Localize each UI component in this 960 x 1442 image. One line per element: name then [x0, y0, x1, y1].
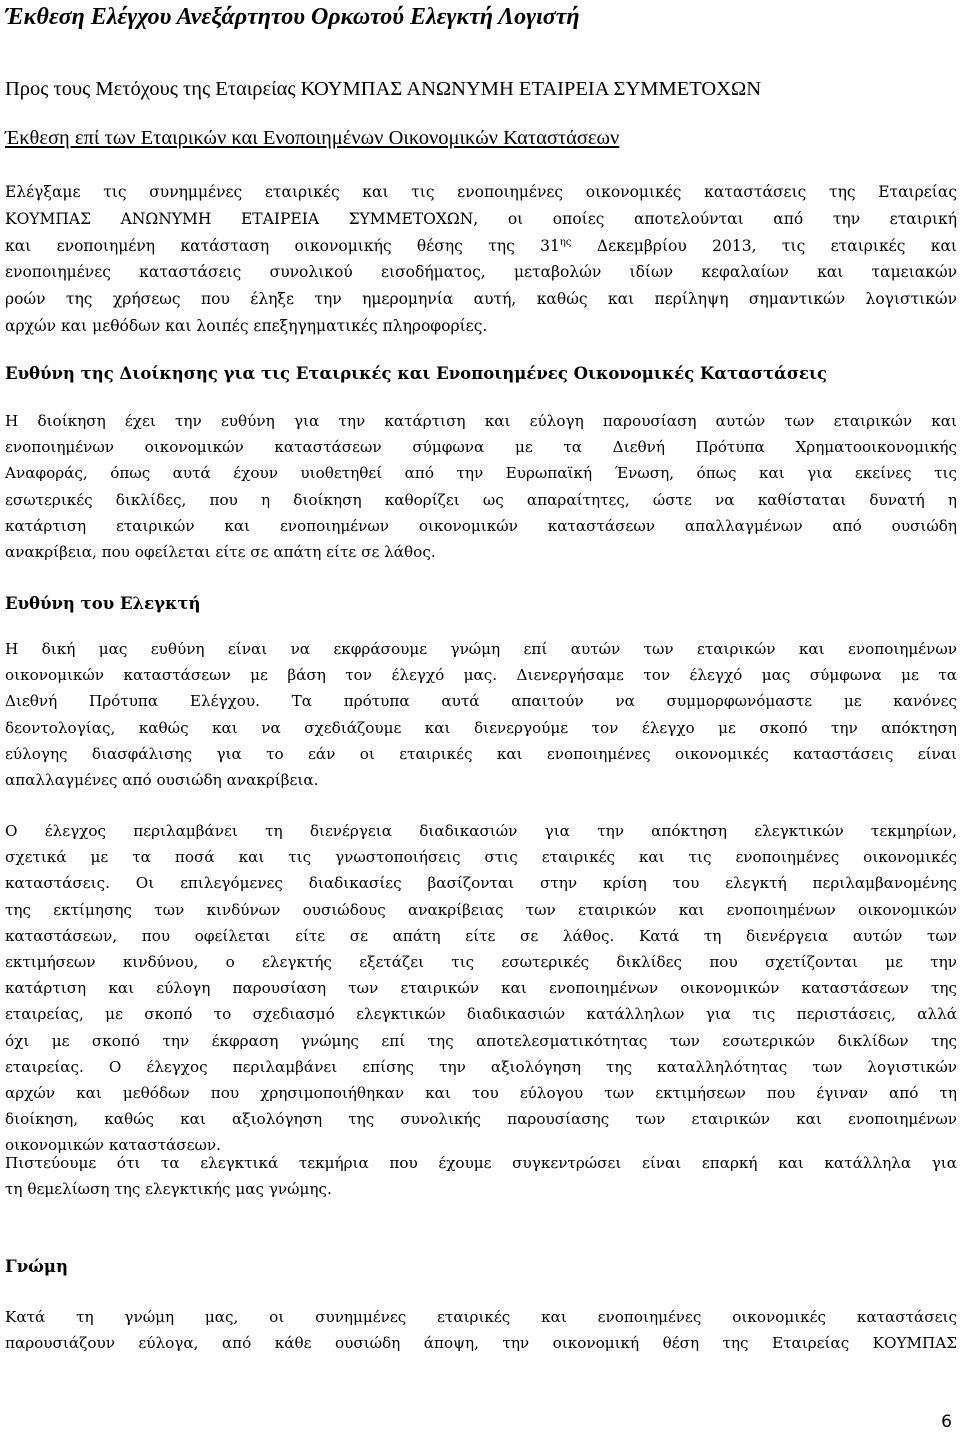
text-line: τη θεμελίωση της ελεγκτικής μας γνώμης.	[5, 1180, 332, 1199]
text-line: Κατά τη γνώμη μας, οι συνημμένες εταιρικές και ενοποιημένες οικονομικές καταστάσεις	[5, 1308, 957, 1326]
text-line: οικονομικών καταστάσεων.	[5, 1136, 221, 1155]
text-line: Διεθνή Πρότυπα Ελέγχου. Τα πρότυπα αυτά απαιτούν να συμμορφωνόμαστε με κανόνες	[5, 692, 957, 711]
text-line: παρουσιάζουν εύλογα, από κάθε ουσιώδη άποψη, την οικονομική θέση της Εταιρείας ΚΟΥΜΠΑΣ	[5, 1334, 957, 1353]
text-line: απαλλαγμένες από ουσιώδη ανακρίβεια.	[5, 771, 319, 790]
text-line: εσωτερικές δικλίδες, που η διοίκηση καθορίζει ως απαραίτητες, ώστε να καθίσταται δυνατή η	[5, 490, 957, 509]
auditor-paragraph-1	[5, 636, 957, 793]
opinion-paragraph	[5, 1304, 957, 1356]
text-line: εταιρείας. Ο έλεγχος περιλαμβάνει επίσης την αξιολόγηση της καταλληλότητας των λογιστικών	[5, 1057, 957, 1076]
text-line: αρχών και μεθόδων που χρησιμοποιήθηκαν και του εύλογου των εκτιμήσεων που έγιναν από τη	[5, 1084, 957, 1103]
text-line: Ο έλεγχος περιλαμβάνει τη διενέργεια διαδικασιών για την απόκτηση ελεγκτικών τεκμηρίων,	[5, 822, 957, 840]
ordinal-suffix: ης	[559, 236, 572, 248]
text-fragment: και ενοποιημένη κατάσταση οικονομικής θέσης της 31	[5, 236, 560, 255]
text-line: διοίκηση, καθώς και αξιολόγηση της συνολικής παρουσίασης των εταιρικών και ενοποιημένων	[5, 1110, 957, 1129]
text-line: ενοποιημένες καταστάσεις συνολικού εισοδήματος, μεταβολών ιδίων κεφαλαίων και ταμειακών	[5, 263, 957, 282]
text-line: ΚΟΥΜΠΑΣ ΑΝΩΝΥΜΗ ΕΤΑΙΡΕΙΑ ΣΥΜΜΕΤΟΧΩΝ, οι οποίες αποτελούνται από την εταιρική	[5, 209, 957, 228]
text-line: Αναφοράς, όπως αυτά έχουν υιοθετηθεί από την Ευρωπαϊκή Ένωση, όπως και για εκείνες τις	[5, 464, 957, 483]
text-line: καταστάσεις. Οι επιλεγόμενες διαδικασίες βασίζονται στην κρίση του ελεγκτή περιλαμβανομένης	[5, 874, 957, 893]
page-number: 6	[941, 1412, 952, 1432]
addressee-line: Προς τους Μετόχους της Εταιρείας ΚΟΥΜΠΑΣ ΑΝΩΝΥΜΗ ΕΤΑΙΡΕΙΑ ΣΥΜΜΕΤΟΧΩΝ	[5, 78, 762, 100]
text-line: αρχών και μεθόδων και λοιπές επεξηγηματικές πληροφορίες.	[5, 316, 488, 335]
auditor-paragraph-2	[5, 818, 957, 1159]
text-line: της εκτίμησης των κινδύνων ουσιώδους ανακρίβειας των εταιρικών και ενοποιημένων οικονομικών	[5, 900, 957, 919]
document-title: Έκθεση Ελέγχου Ανεξάρτητου Ορκωτού Ελεγκτή Λογιστή	[5, 4, 580, 30]
text-line: ροών της χρήσεως που έληξε την ημερομηνία αυτή, καθώς και περίληψη σημαντικών λογιστικών	[5, 290, 957, 309]
text-line: καταστάσεων, που οφείλεται είτε σε απάτη είτε σε λάθος. Κατά τη διενέργεια αυτών των	[5, 926, 957, 945]
text-line	[5, 233, 957, 260]
text-line: Πιστεύουμε ότι τα ελεγκτικά τεκμήρια που έχουμε συγκεντρώσει είναι επαρκή και κατάλληλα για	[5, 1154, 957, 1172]
auditor-paragraph-3	[5, 1150, 957, 1202]
text-line: σχετικά με τα ποσά και τις γνωστοποιήσεις στις εταιρικές και τις ενοποιημένες οικονομικές	[5, 848, 957, 867]
intro-paragraph	[5, 179, 957, 340]
management-heading: Ευθύνη της Διοίκησης για τις Εταιρικές και Ενοποιημένες Οικονομικές Καταστάσεις	[5, 364, 828, 383]
text-line: Η διοίκηση έχει την ευθύνη για την κατάρτιση και εύλογη παρουσίαση αυτών των εταιρικών και	[5, 412, 957, 430]
text-line: όχι με σκοπό την έκφραση γνώμης επί της αποτελεσματικότητας των εσωτερικών δικλίδων της	[5, 1031, 957, 1050]
text-line: ανακρίβεια, που οφείλεται είτε σε απάτη είτε σε λάθος.	[5, 543, 436, 562]
text-line: οικονομικών καταστάσεων με βάση τον έλεγχό μας. Διενεργήσαμε τον έλεγχό μας σύμφωνα με τα	[5, 666, 957, 685]
text-line: Ελέγξαμε τις συνημμένες εταιρικές και τις ενοποιημένες οικονομικές καταστάσεις της Εταιρείας	[5, 183, 957, 201]
text-line: κατάρτιση εταιρικών και ενοποιημένων οικονομικών καταστάσεων απαλλαγμένων από ουσιώδη	[5, 516, 957, 535]
text-line: κατάρτιση και εύλογη παρουσίαση των εταιρικών και ενοποιημένων οικονομικών καταστάσεων της	[5, 979, 957, 998]
management-paragraph	[5, 408, 957, 565]
text-line: δεοντολογίας, καθώς και να σχεδιάζουμε και διενεργούμε τον έλεγχο με σκοπό την απόκτηση	[5, 718, 957, 737]
report-subtitle: Έκθεση επί των Εταιρικών και Ενοποιημένων Οικονομικών Καταστάσεων	[5, 127, 620, 149]
text-fragment: Δεκεμβρίου 2013, τις εταιρικές και	[571, 236, 958, 255]
opinion-heading: Γνώμη	[5, 1257, 68, 1276]
text-line: Η δική μας ευθύνη είναι να εκφράσουμε γνώμη επί αυτών των εταιρικών και ενοποιημένων	[5, 640, 957, 658]
text-line: εύλογης διασφάλισης για το εάν οι εταιρικές και ενοποιημένες οικονομικές καταστάσεις είναι	[5, 744, 957, 763]
text-line: ενοποιημένων οικονομικών καταστάσεων σύμφωνα με τα Διεθνή Πρότυπα Χρηματοοικονομικής	[5, 438, 957, 457]
auditor-heading: Ευθύνη του Ελεγκτή	[5, 594, 201, 613]
text-line: εκτιμήσεων κινδύνου, ο ελεγκτής εξετάζει τις εσωτερικές δικλίδες που σχετίζονται με την	[5, 953, 957, 972]
text-line: εταιρείας, με σκοπό το σχεδιασμό ελεγκτικών διαδικασιών κατάλληλων για τις περιστάσεις, αλλά	[5, 1005, 957, 1024]
